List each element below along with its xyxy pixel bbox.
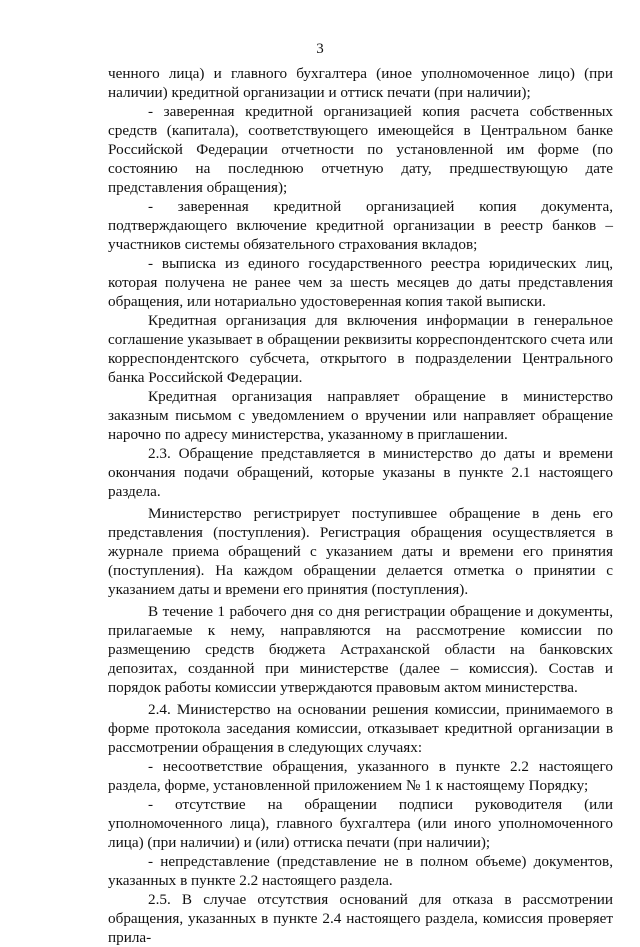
- list-item-missing-documents: - непредставление (представление не в полном объеме) документов, указанных в пункте 2.2 настоящего раздела.: [108, 853, 613, 889]
- page-number: 3: [316, 41, 324, 57]
- document-body: [108, 64, 613, 947]
- list-item-registry-extract: - выписка из единого государственного реестра юридических лиц, которая получена не ранее чем за шесть месяцев до даты представления обращения, или нотариально удостоверенная копия такой выписки.: [108, 255, 613, 310]
- list-item-missing-signature: - отсутствие на обращении подписи руководителя (или уполномоченного лица), главного бухгалтера (или иного уполномоченного лица) (при наличии) и (или) оттиска печати (при наличии);: [108, 796, 613, 851]
- paragraph-registration: Министерство регистрирует поступившее обращение в день его представления (поступления). Регистрация обращения осуществляется в журнале приема обращений с указанием даты и времени его принятия (поступления). На каждом обращении делается отметка о принятии с указанием даты и времени его принятия (поступления).: [108, 505, 613, 598]
- paragraph-submission-method: Кредитная организация направляет обращение в министерство заказным письмом с уведомлением о вручении или направляет обращение нарочно по адресу министерства, указанному в приглашении.: [108, 388, 613, 443]
- list-item-deposit-insurance: - заверенная кредитной организацией копия документа, подтверждающего включение кредитной организации в реестр банков – участников системы обязательного страхования вкладов;: [108, 198, 613, 253]
- paragraph-section-2-5: 2.5. В случае отсутствия оснований для отказа в рассмотрении обращения, указанных в пункте 2.4 настоящего раздела, комиссия проверяет прила-: [108, 891, 613, 946]
- paragraph-section-2-3: 2.3. Обращение представляется в министерство до даты и времени окончания подачи обращений, которые указаны в пункте 2.1 настоящего раздела.: [108, 445, 613, 500]
- paragraph-continuation: ченного лица) и главного бухгалтера (иное уполномоченное лицо) (при наличии) кредитной организации и оттиск печати (при наличии);: [108, 65, 613, 101]
- paragraph-correspondent-account: Кредитная организация для включения информации в генеральное соглашение указывает в обращении реквизиты корреспондентского счета или корреспондентского субсчета, открытого в подразделении Центрального банка Российской Федерации.: [108, 312, 613, 386]
- paragraph-commission: В течение 1 рабочего дня со дня регистрации обращение и документы, прилагаемые к нему, направляются на рассмотрение комиссии по размещению средств бюджета Астраханской области на банковских депозитах, созданной при министерстве (далее – комиссия). Состав и порядок работы комиссии утверждаются правовым актом министерства.: [108, 603, 613, 696]
- paragraph-section-2-4: 2.4. Министерство на основании решения комиссии, принимаемого в форме протокола заседания комиссии, отказывает кредитной организации в рассмотрении обращения в следующих случаях:: [108, 701, 613, 756]
- list-item-capital-calculation: - заверенная кредитной организацией копия расчета собственных средств (капитала), соответствующего имеющейся в Центральном банке Российской Федерации отчетности по установленной им форме (по состоянию на последнюю отчетную дату, предшествующую дате представления обращения);: [108, 103, 613, 196]
- list-item-form-mismatch: - несоответствие обращения, указанного в пункте 2.2 настоящего раздела, форме, установленной приложением № 1 к настоящему Порядку;: [108, 758, 613, 794]
